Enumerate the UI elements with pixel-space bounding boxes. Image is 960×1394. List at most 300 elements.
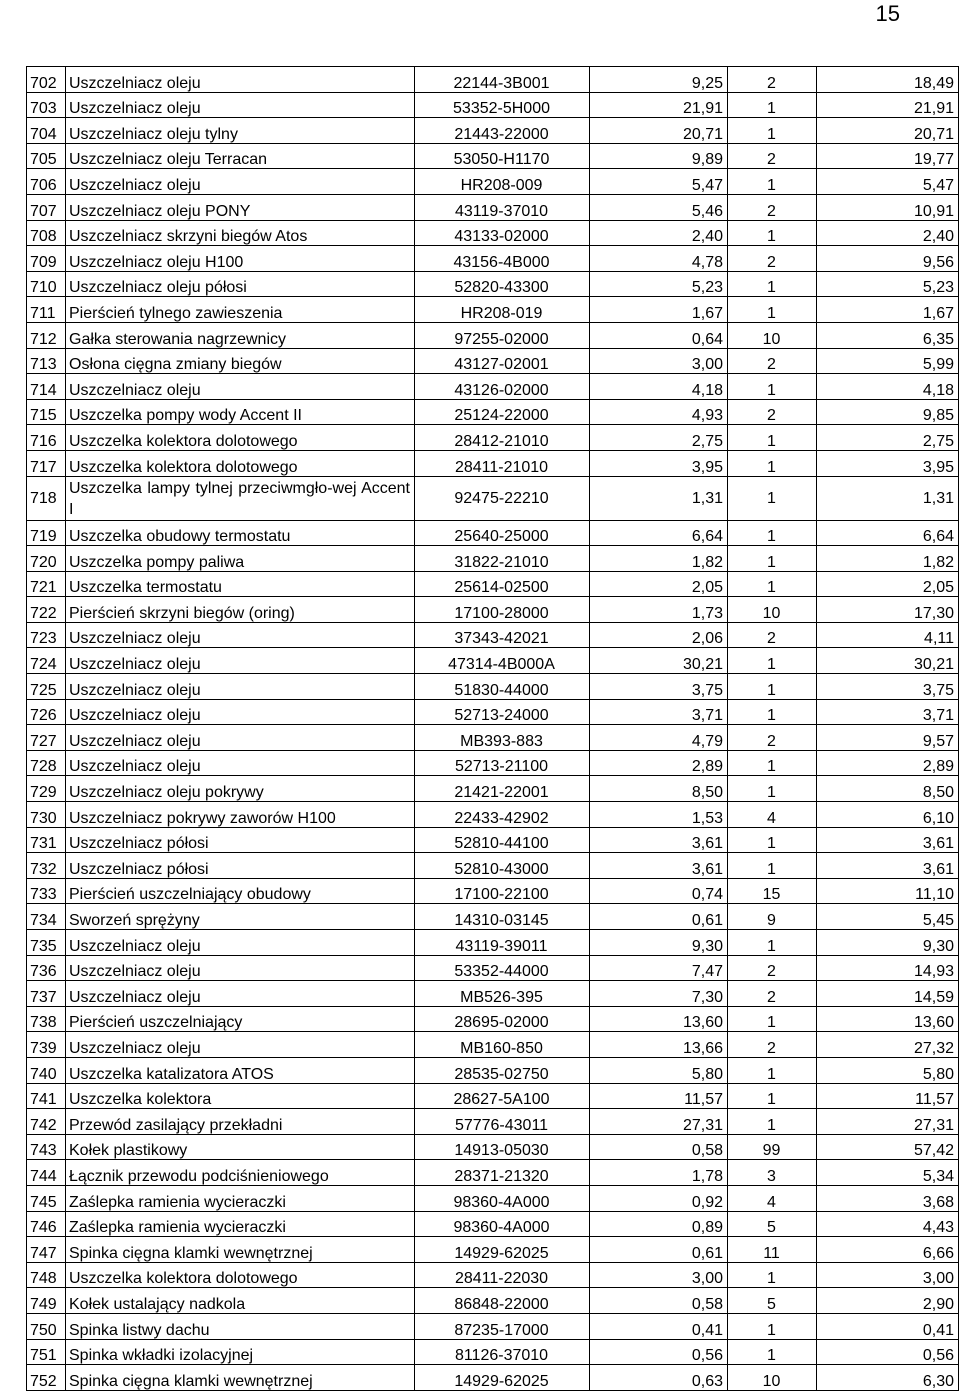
unit-price-cell: 3,61: [590, 853, 728, 879]
table-row: [27, 776, 959, 802]
table-row: [27, 118, 959, 144]
row-number-cell: 741: [27, 1083, 66, 1109]
unit-price-cell: 3,95: [590, 450, 728, 476]
unit-price-cell: 13,66: [590, 1032, 728, 1058]
quantity-cell: 1: [728, 476, 817, 520]
part-code-cell: 14913-05030: [415, 1134, 590, 1160]
part-code-cell: 53352-5H000: [415, 92, 590, 118]
table-row: [27, 374, 959, 400]
part-code-cell: 51830-44000: [415, 674, 590, 700]
part-name-cell: Uszczelniacz oleju pokrywy: [66, 776, 415, 802]
part-code-cell: 31822-21010: [415, 546, 590, 572]
unit-price-cell: 0,61: [590, 904, 728, 930]
total-value-cell: 14,93: [817, 955, 959, 981]
table-row: [27, 220, 959, 246]
unit-price-cell: 4,79: [590, 725, 728, 751]
part-code-cell: 52810-44100: [415, 827, 590, 853]
quantity-cell: 1: [728, 520, 817, 546]
quantity-cell: 2: [728, 399, 817, 425]
unit-price-cell: 6,64: [590, 520, 728, 546]
quantity-cell: 10: [728, 1365, 817, 1391]
row-number-cell: 724: [27, 648, 66, 674]
quantity-cell: 5: [728, 1211, 817, 1237]
part-name-cell: Uszczelka lampy tylnej przeciwmgło-wej Accent I: [66, 476, 415, 520]
part-name-cell: Kołek plastikowy: [66, 1134, 415, 1160]
part-code-cell: 52810-43000: [415, 853, 590, 879]
table-row: [27, 674, 959, 700]
part-name-cell: Uszczelniacz oleju: [66, 92, 415, 118]
row-number-cell: 721: [27, 571, 66, 597]
table-row: [27, 348, 959, 374]
quantity-cell: 2: [728, 194, 817, 220]
total-value-cell: 14,59: [817, 981, 959, 1007]
part-name-cell: Uszczelniacz oleju: [66, 622, 415, 648]
part-name-cell: Uszczelka pompy paliwa: [66, 546, 415, 572]
total-value-cell: 2,75: [817, 425, 959, 451]
row-number-cell: 748: [27, 1262, 66, 1288]
unit-price-cell: 5,23: [590, 271, 728, 297]
table-row: [27, 246, 959, 272]
quantity-cell: 10: [728, 322, 817, 348]
total-value-cell: 2,40: [817, 220, 959, 246]
unit-price-cell: 7,30: [590, 981, 728, 1007]
part-code-cell: 22144-3B001: [415, 67, 590, 93]
part-code-cell: 57776-43011: [415, 1109, 590, 1135]
quantity-cell: 1: [728, 92, 817, 118]
part-code-cell: 28411-22030: [415, 1262, 590, 1288]
unit-price-cell: 3,00: [590, 348, 728, 374]
part-code-cell: 53050-H1170: [415, 143, 590, 169]
part-code-cell: 22433-42902: [415, 802, 590, 828]
table-row: [27, 750, 959, 776]
total-value-cell: 5,34: [817, 1160, 959, 1186]
row-number-cell: 710: [27, 271, 66, 297]
unit-price-cell: 4,78: [590, 246, 728, 272]
part-code-cell: 21421-22001: [415, 776, 590, 802]
part-code-cell: 28695-02000: [415, 1006, 590, 1032]
row-number-cell: 738: [27, 1006, 66, 1032]
row-number-cell: 742: [27, 1109, 66, 1135]
row-number-cell: 747: [27, 1237, 66, 1263]
part-code-cell: 28627-5A100: [415, 1083, 590, 1109]
part-code-cell: 14929-62025: [415, 1365, 590, 1391]
part-code-cell: 28371-21320: [415, 1160, 590, 1186]
part-name-cell: Uszczelniacz półosi: [66, 827, 415, 853]
quantity-cell: 1: [728, 750, 817, 776]
part-name-cell: Spinka cięgna klamki wewnętrznej: [66, 1237, 415, 1263]
quantity-cell: 1: [728, 271, 817, 297]
table-row: [27, 904, 959, 930]
total-value-cell: 27,31: [817, 1109, 959, 1135]
total-value-cell: 2,90: [817, 1288, 959, 1314]
part-code-cell: 17100-22100: [415, 878, 590, 904]
part-code-cell: 43127-02001: [415, 348, 590, 374]
row-number-cell: 709: [27, 246, 66, 272]
part-code-cell: 25640-25000: [415, 520, 590, 546]
unit-price-cell: 4,18: [590, 374, 728, 400]
part-code-cell: 87235-17000: [415, 1313, 590, 1339]
part-code-cell: 97255-02000: [415, 322, 590, 348]
row-number-cell: 745: [27, 1185, 66, 1211]
quantity-cell: 2: [728, 348, 817, 374]
unit-price-cell: 5,80: [590, 1057, 728, 1083]
row-number-cell: 729: [27, 776, 66, 802]
total-value-cell: 6,10: [817, 802, 959, 828]
total-value-cell: 6,64: [817, 520, 959, 546]
quantity-cell: 1: [728, 1109, 817, 1135]
row-number-cell: 717: [27, 450, 66, 476]
total-value-cell: 30,21: [817, 648, 959, 674]
unit-price-cell: 3,00: [590, 1262, 728, 1288]
unit-price-cell: 0,89: [590, 1211, 728, 1237]
row-number-cell: 743: [27, 1134, 66, 1160]
row-number-cell: 733: [27, 878, 66, 904]
quantity-cell: 1: [728, 450, 817, 476]
part-code-cell: 52713-21100: [415, 750, 590, 776]
quantity-cell: 11: [728, 1237, 817, 1263]
part-name-cell: Uszczelka kolektora dolotowego: [66, 1262, 415, 1288]
total-value-cell: 2,89: [817, 750, 959, 776]
part-name-cell: Spinka wkładki izolacyjnej: [66, 1339, 415, 1365]
part-code-cell: 98360-4A000: [415, 1211, 590, 1237]
table-row: [27, 1032, 959, 1058]
quantity-cell: 2: [728, 246, 817, 272]
unit-price-cell: 20,71: [590, 118, 728, 144]
table-row: [27, 1313, 959, 1339]
table-row: [27, 67, 959, 93]
row-number-cell: 719: [27, 520, 66, 546]
table-row: [27, 271, 959, 297]
table-row: [27, 1237, 959, 1263]
quantity-cell: 1: [728, 674, 817, 700]
quantity-cell: 4: [728, 1185, 817, 1211]
row-number-cell: 711: [27, 297, 66, 323]
table-row: [27, 520, 959, 546]
row-number-cell: 715: [27, 399, 66, 425]
quantity-cell: 1: [728, 776, 817, 802]
row-number-cell: 736: [27, 955, 66, 981]
table-row: [27, 425, 959, 451]
part-name-cell: Uszczelniacz oleju: [66, 981, 415, 1007]
quantity-cell: 1: [728, 1313, 817, 1339]
unit-price-cell: 1,73: [590, 597, 728, 623]
total-value-cell: 3,75: [817, 674, 959, 700]
total-value-cell: 17,30: [817, 597, 959, 623]
part-name-cell: Sworzeń sprężyny: [66, 904, 415, 930]
total-value-cell: 5,99: [817, 348, 959, 374]
part-name-cell: Pierścień tylnego zawieszenia: [66, 297, 415, 323]
part-name-cell: Uszczelka katalizatora ATOS: [66, 1057, 415, 1083]
part-code-cell: 28412-21010: [415, 425, 590, 451]
total-value-cell: 0,56: [817, 1339, 959, 1365]
row-number-cell: 716: [27, 425, 66, 451]
row-number-cell: 705: [27, 143, 66, 169]
total-value-cell: 9,30: [817, 930, 959, 956]
part-code-cell: 43133-02000: [415, 220, 590, 246]
quantity-cell: 1: [728, 118, 817, 144]
unit-price-cell: 1,31: [590, 476, 728, 520]
row-number-cell: 734: [27, 904, 66, 930]
part-code-cell: 14310-03145: [415, 904, 590, 930]
quantity-cell: 1: [728, 425, 817, 451]
part-name-cell: Uszczelka pompy wody Accent II: [66, 399, 415, 425]
unit-price-cell: 30,21: [590, 648, 728, 674]
table-row: [27, 297, 959, 323]
part-name-cell: Uszczelniacz oleju: [66, 725, 415, 751]
table-row: [27, 725, 959, 751]
quantity-cell: 1: [728, 853, 817, 879]
part-name-cell: Pierścień uszczelniający obudowy: [66, 878, 415, 904]
quantity-cell: 2: [728, 981, 817, 1007]
part-name-cell: Przewód zasilający przekładni: [66, 1109, 415, 1135]
table-row: [27, 597, 959, 623]
part-name-cell: Uszczelka obudowy termostatu: [66, 520, 415, 546]
row-number-cell: 725: [27, 674, 66, 700]
part-name-cell: Uszczelniacz oleju H100: [66, 246, 415, 272]
total-value-cell: 6,30: [817, 1365, 959, 1391]
unit-price-cell: 4,93: [590, 399, 728, 425]
total-value-cell: 1,82: [817, 546, 959, 572]
part-name-cell: Uszczelka kolektora dolotowego: [66, 425, 415, 451]
part-name-cell: Uszczelniacz oleju tylny: [66, 118, 415, 144]
part-name-cell: Uszczelniacz oleju półosi: [66, 271, 415, 297]
quantity-cell: 2: [728, 622, 817, 648]
quantity-cell: 2: [728, 143, 817, 169]
part-name-cell: Uszczelka termostatu: [66, 571, 415, 597]
unit-price-cell: 1,78: [590, 1160, 728, 1186]
part-code-cell: 92475-22210: [415, 476, 590, 520]
table-row: [27, 1288, 959, 1314]
unit-price-cell: 9,30: [590, 930, 728, 956]
table-row: [27, 955, 959, 981]
row-number-cell: 714: [27, 374, 66, 400]
total-value-cell: 5,80: [817, 1057, 959, 1083]
table-row: [27, 1262, 959, 1288]
total-value-cell: 5,45: [817, 904, 959, 930]
row-number-cell: 722: [27, 597, 66, 623]
part-name-cell: Uszczelka kolektora dolotowego: [66, 450, 415, 476]
part-code-cell: 21443-22000: [415, 118, 590, 144]
part-code-cell: 25124-22000: [415, 399, 590, 425]
part-code-cell: HR208-019: [415, 297, 590, 323]
total-value-cell: 20,71: [817, 118, 959, 144]
part-name-cell: Uszczelniacz pokrywy zaworów H100: [66, 802, 415, 828]
quantity-cell: 1: [728, 220, 817, 246]
part-code-cell: 52820-43300: [415, 271, 590, 297]
row-number-cell: 731: [27, 827, 66, 853]
part-code-cell: 43126-02000: [415, 374, 590, 400]
table-row: [27, 1083, 959, 1109]
unit-price-cell: 9,25: [590, 67, 728, 93]
quantity-cell: 3: [728, 1160, 817, 1186]
part-code-cell: 43119-39011: [415, 930, 590, 956]
quantity-cell: 1: [728, 827, 817, 853]
quantity-cell: 1: [728, 1083, 817, 1109]
quantity-cell: 2: [728, 955, 817, 981]
table-row: [27, 1339, 959, 1365]
row-number-cell: 727: [27, 725, 66, 751]
part-code-cell: 86848-22000: [415, 1288, 590, 1314]
part-name-cell: Uszczelniacz oleju: [66, 169, 415, 195]
quantity-cell: 1: [728, 546, 817, 572]
quantity-cell: 1: [728, 699, 817, 725]
row-number-cell: 723: [27, 622, 66, 648]
unit-price-cell: 9,89: [590, 143, 728, 169]
parts-table: [26, 66, 959, 1391]
quantity-cell: 2: [728, 1032, 817, 1058]
part-name-cell: Kołek ustalający nadkola: [66, 1288, 415, 1314]
part-name-cell: Uszczelniacz oleju: [66, 750, 415, 776]
table-row: [27, 1006, 959, 1032]
row-number-cell: 712: [27, 322, 66, 348]
total-value-cell: 9,85: [817, 399, 959, 425]
total-value-cell: 11,57: [817, 1083, 959, 1109]
part-code-cell: MB160-850: [415, 1032, 590, 1058]
part-name-cell: Pierścień skrzyni biegów (oring): [66, 597, 415, 623]
total-value-cell: 5,47: [817, 169, 959, 195]
table-row: [27, 699, 959, 725]
table-row: [27, 194, 959, 220]
part-name-cell: Uszczelniacz oleju Terracan: [66, 143, 415, 169]
table-row: [27, 802, 959, 828]
quantity-cell: 1: [728, 648, 817, 674]
part-name-cell: Uszczelniacz półosi: [66, 853, 415, 879]
unit-price-cell: 2,40: [590, 220, 728, 246]
row-number-cell: 708: [27, 220, 66, 246]
quantity-cell: 1: [728, 1339, 817, 1365]
total-value-cell: 0,41: [817, 1313, 959, 1339]
unit-price-cell: 3,71: [590, 699, 728, 725]
total-value-cell: 9,56: [817, 246, 959, 272]
table-row: [27, 1134, 959, 1160]
part-code-cell: 43156-4B000: [415, 246, 590, 272]
row-number-cell: 726: [27, 699, 66, 725]
part-code-cell: 47314-4B000A: [415, 648, 590, 674]
part-name-cell: Uszczelniacz oleju: [66, 699, 415, 725]
quantity-cell: 1: [728, 1006, 817, 1032]
unit-price-cell: 7,47: [590, 955, 728, 981]
unit-price-cell: 2,89: [590, 750, 728, 776]
table-row: [27, 169, 959, 195]
row-number-cell: 713: [27, 348, 66, 374]
table-row: [27, 981, 959, 1007]
table-row: [27, 571, 959, 597]
total-value-cell: 1,67: [817, 297, 959, 323]
total-value-cell: 6,66: [817, 1237, 959, 1263]
row-number-cell: 703: [27, 92, 66, 118]
unit-price-cell: 11,57: [590, 1083, 728, 1109]
total-value-cell: 27,32: [817, 1032, 959, 1058]
part-code-cell: 37343-42021: [415, 622, 590, 648]
page-number: 15: [875, 1, 900, 26]
quantity-cell: 2: [728, 67, 817, 93]
table-row: [27, 450, 959, 476]
part-name-cell: Uszczelka kolektora: [66, 1083, 415, 1109]
quantity-cell: 1: [728, 297, 817, 323]
unit-price-cell: 0,63: [590, 1365, 728, 1391]
unit-price-cell: 5,46: [590, 194, 728, 220]
table-row: [27, 546, 959, 572]
table-row: [27, 1365, 959, 1391]
table-row: [27, 1185, 959, 1211]
total-value-cell: 4,18: [817, 374, 959, 400]
part-name-cell: Uszczelniacz oleju PONY: [66, 194, 415, 220]
part-name-cell: Pierścień uszczelniający: [66, 1006, 415, 1032]
table-row: [27, 1160, 959, 1186]
row-number-cell: 749: [27, 1288, 66, 1314]
total-value-cell: 3,61: [817, 827, 959, 853]
part-name-cell: Spinka listwy dachu: [66, 1313, 415, 1339]
table-row: [27, 322, 959, 348]
part-name-cell: Uszczelniacz oleju: [66, 374, 415, 400]
row-number-cell: 718: [27, 476, 66, 520]
table-row: [27, 648, 959, 674]
part-name-cell: Uszczelniacz oleju: [66, 674, 415, 700]
row-number-cell: 752: [27, 1365, 66, 1391]
row-number-cell: 702: [27, 67, 66, 93]
total-value-cell: 4,43: [817, 1211, 959, 1237]
total-value-cell: 3,95: [817, 450, 959, 476]
table-row: [27, 1057, 959, 1083]
table-row: [27, 1109, 959, 1135]
total-value-cell: 9,57: [817, 725, 959, 751]
unit-price-cell: 3,61: [590, 827, 728, 853]
total-value-cell: 3,00: [817, 1262, 959, 1288]
unit-price-cell: 0,58: [590, 1134, 728, 1160]
total-value-cell: 1,31: [817, 476, 959, 520]
unit-price-cell: 13,60: [590, 1006, 728, 1032]
row-number-cell: 746: [27, 1211, 66, 1237]
row-number-cell: 739: [27, 1032, 66, 1058]
part-code-cell: 17100-28000: [415, 597, 590, 623]
quantity-cell: 1: [728, 169, 817, 195]
total-value-cell: 4,11: [817, 622, 959, 648]
total-value-cell: 6,35: [817, 322, 959, 348]
quantity-cell: 2: [728, 725, 817, 751]
part-name-cell: Łącznik przewodu podciśnieniowego: [66, 1160, 415, 1186]
part-name-cell: Osłona cięgna zmiany biegów: [66, 348, 415, 374]
unit-price-cell: 0,56: [590, 1339, 728, 1365]
total-value-cell: 2,05: [817, 571, 959, 597]
row-number-cell: 720: [27, 546, 66, 572]
row-number-cell: 735: [27, 930, 66, 956]
total-value-cell: 11,10: [817, 878, 959, 904]
total-value-cell: 10,91: [817, 194, 959, 220]
part-code-cell: 25614-02500: [415, 571, 590, 597]
total-value-cell: 13,60: [817, 1006, 959, 1032]
row-number-cell: 730: [27, 802, 66, 828]
table-row: [27, 622, 959, 648]
table-row: [27, 143, 959, 169]
unit-price-cell: 2,75: [590, 425, 728, 451]
unit-price-cell: 8,50: [590, 776, 728, 802]
row-number-cell: 728: [27, 750, 66, 776]
part-name-cell: Zaślepka ramienia wycieraczki: [66, 1211, 415, 1237]
part-name-cell: Uszczelniacz oleju: [66, 1032, 415, 1058]
part-name-cell: Uszczelniacz oleju: [66, 955, 415, 981]
row-number-cell: 744: [27, 1160, 66, 1186]
quantity-cell: 1: [728, 930, 817, 956]
unit-price-cell: 27,31: [590, 1109, 728, 1135]
total-value-cell: 21,91: [817, 92, 959, 118]
part-code-cell: MB393-883: [415, 725, 590, 751]
total-value-cell: 5,23: [817, 271, 959, 297]
table-row: [27, 476, 959, 520]
part-code-cell: 28535-02750: [415, 1057, 590, 1083]
part-code-cell: 28411-21010: [415, 450, 590, 476]
table-row: [27, 827, 959, 853]
total-value-cell: 3,68: [817, 1185, 959, 1211]
